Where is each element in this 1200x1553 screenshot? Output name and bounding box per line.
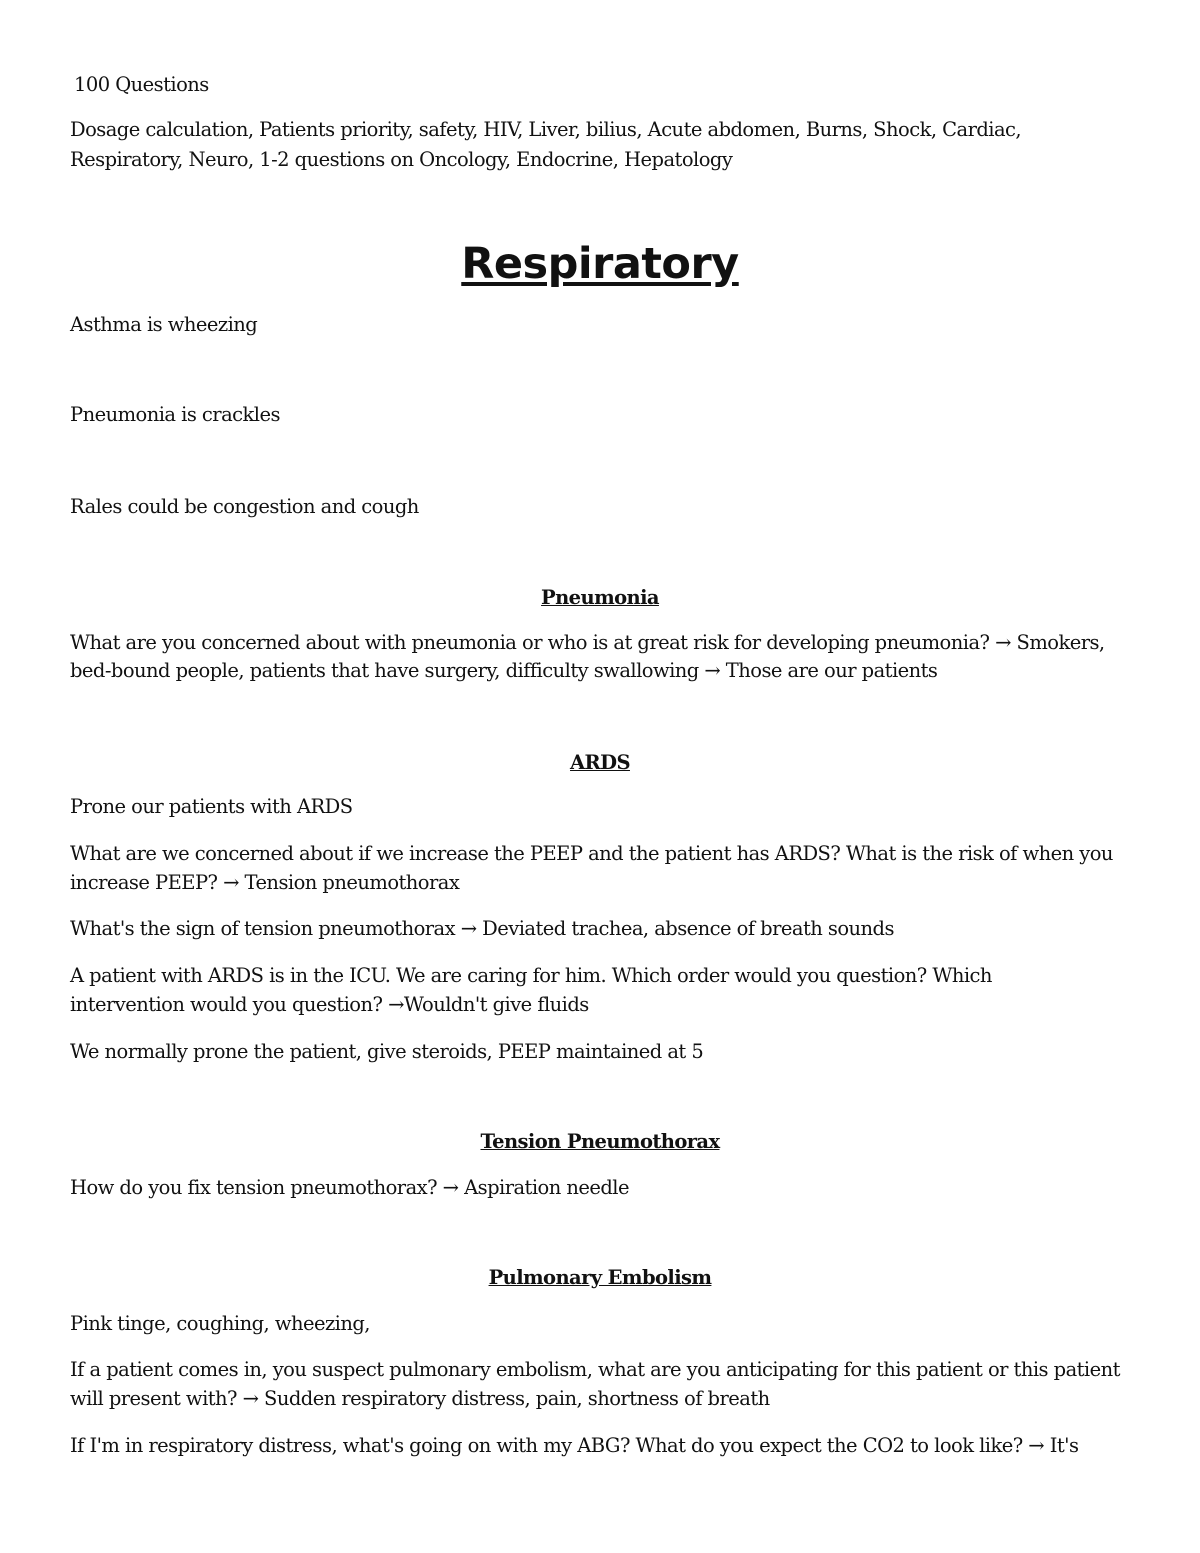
asthma-note: Asthma is wheezing — [70, 313, 258, 336]
ards-heading: ARDS — [570, 751, 630, 774]
pneumonia-question-line-1: What are you concerned about with pneumonia or who is at great risk for developing pneumonia? → Smokers, — [70, 631, 1105, 654]
tension-pneumothorax-fix-note: How do you fix tension pneumothorax? → Aspiration needle — [70, 1176, 629, 1199]
pe-abg-note: If I'm in respiratory distress, what's going on with my ABG? What do you expect the CO2 to look like? → It's — [70, 1434, 1079, 1457]
question-count: 100 Questions — [74, 73, 209, 96]
ards-order-line-1: A patient with ARDS is in the ICU. We are caring for him. Which order would you question? Which — [70, 964, 992, 987]
pulmonary-embolism-heading: Pulmonary Embolism — [488, 1266, 712, 1289]
ards-prone-note: Prone our patients with ARDS — [70, 795, 353, 818]
respiratory-title: Respiratory — [461, 239, 739, 289]
ards-peep-line-2: increase PEEP? → Tension pneumothorax — [70, 871, 460, 894]
tension-pneumothorax-heading: Tension Pneumothorax — [480, 1130, 720, 1153]
topics-line-1: Dosage calculation, Patients priority, safety, HIV, Liver, bilius, Acute abdomen, Burns, Shock, Cardiac, — [70, 118, 1022, 141]
rales-note: Rales could be congestion and cough — [70, 495, 419, 518]
pneumonia-question-line-2: bed-bound people, patients that have surgery, difficulty swallowing → Those are our patients — [70, 659, 938, 682]
ards-normal-care-note: We normally prone the patient, give steroids, PEEP maintained at 5 — [70, 1040, 704, 1063]
topics-line-2: Respiratory, Neuro, 1-2 questions on Oncology, Endocrine, Hepatology — [70, 148, 733, 171]
ards-sign-note: What's the sign of tension pneumothorax → Deviated trachea, absence of breath sounds — [70, 917, 894, 940]
pneumonia-note: Pneumonia is crackles — [70, 403, 280, 426]
pneumonia-heading: Pneumonia — [541, 586, 659, 609]
pe-anticipate-line-2: will present with? → Sudden respiratory distress, pain, shortness of breath — [70, 1387, 770, 1410]
pe-symptoms-note: Pink tinge, coughing, wheezing, — [70, 1312, 370, 1335]
pe-anticipate-line-1: If a patient comes in, you suspect pulmonary embolism, what are you anticipating for this patient or this patient — [70, 1358, 1120, 1381]
ards-order-line-2: intervention would you question? →Wouldn't give fluids — [70, 993, 589, 1016]
ards-peep-line-1: What are we concerned about if we increase the PEEP and the patient has ARDS? What is the risk of when you — [70, 842, 1113, 865]
